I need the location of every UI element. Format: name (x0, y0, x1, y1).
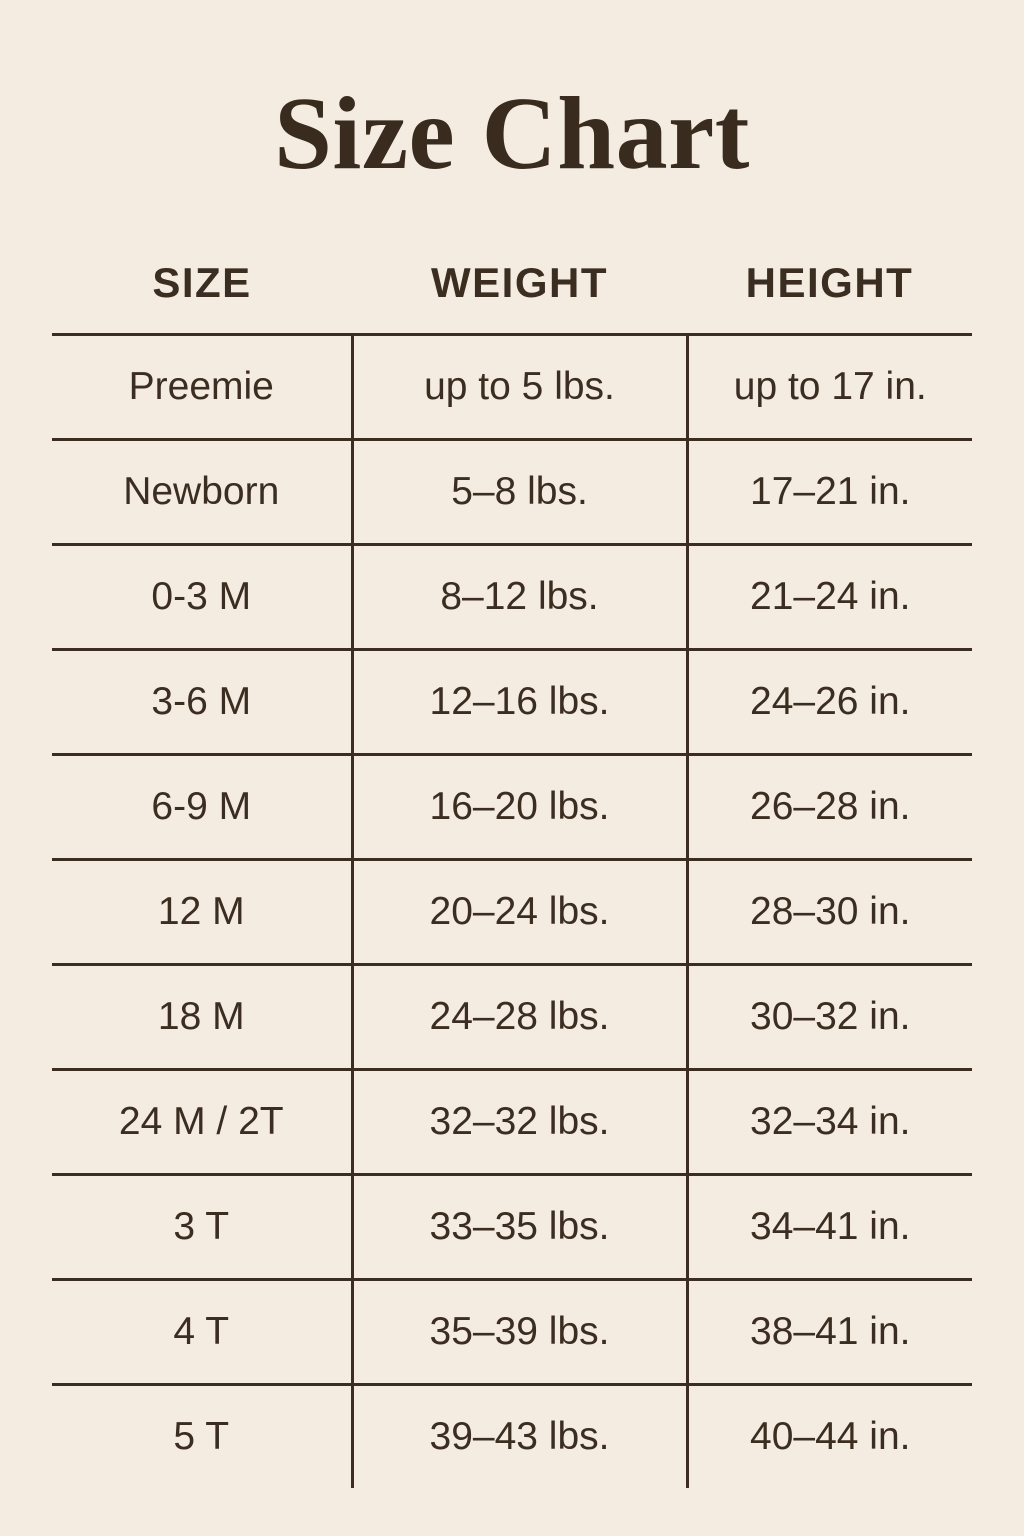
cell-size: 18 M (52, 965, 352, 1070)
cell-weight: 33–35 lbs. (352, 1175, 687, 1280)
table-row (52, 1280, 972, 1385)
cell-size: 24 M / 2T (52, 1070, 352, 1175)
cell-height: 28–30 in. (687, 860, 972, 965)
column-header-weight: WEIGHT (352, 258, 687, 335)
column-header-height: HEIGHT (687, 258, 972, 335)
table-row (52, 1070, 972, 1175)
table-row (52, 860, 972, 965)
cell-size: 3 T (52, 1175, 352, 1280)
cell-weight: 16–20 lbs. (352, 755, 687, 860)
cell-weight: 8–12 lbs. (352, 545, 687, 650)
table-header-row (52, 258, 972, 335)
cell-weight: 32–32 lbs. (352, 1070, 687, 1175)
cell-size: Preemie (52, 335, 352, 440)
cell-weight: 39–43 lbs. (352, 1385, 687, 1489)
cell-weight: 24–28 lbs. (352, 965, 687, 1070)
cell-height: 24–26 in. (687, 650, 972, 755)
cell-weight: 20–24 lbs. (352, 860, 687, 965)
cell-height: 34–41 in. (687, 1175, 972, 1280)
cell-size: Newborn (52, 440, 352, 545)
page-title: Size Chart (274, 76, 750, 191)
cell-height: 17–21 in. (687, 440, 972, 545)
size-chart-table (52, 258, 972, 1488)
cell-height: 40–44 in. (750, 1415, 911, 1458)
cell-weight: 5–8 lbs. (352, 440, 687, 545)
cell-height: 38–41 in. (687, 1280, 972, 1385)
table-row (52, 1385, 972, 1489)
cell-size: 4 T (52, 1280, 352, 1385)
cell-height: up to 17 in. (687, 335, 972, 440)
cell-size: 6-9 M (52, 755, 352, 860)
table-row (52, 755, 972, 860)
cell-height: 21–24 in. (687, 545, 972, 650)
cell-size: 12 M (52, 860, 352, 965)
table-row (52, 965, 972, 1070)
cell-height: 30–32 in. (687, 965, 972, 1070)
table-body (52, 335, 972, 1489)
table-row (52, 335, 972, 440)
cell-height: 26–28 in. (687, 755, 972, 860)
table-row (52, 1175, 972, 1280)
cell-size: 0-3 M (52, 545, 352, 650)
table-row (52, 650, 972, 755)
cell-weight: up to 5 lbs. (352, 335, 687, 440)
cell-size: 3-6 M (52, 650, 352, 755)
cell-height: 32–34 in. (687, 1070, 972, 1175)
cell-size: 5 T (52, 1385, 352, 1489)
cell-weight: 12–16 lbs. (352, 650, 687, 755)
table-row (52, 545, 972, 650)
cell-weight: 35–39 lbs. (352, 1280, 687, 1385)
table-header (52, 258, 972, 335)
table-row (52, 440, 972, 545)
column-header-size: SIZE (52, 258, 352, 335)
